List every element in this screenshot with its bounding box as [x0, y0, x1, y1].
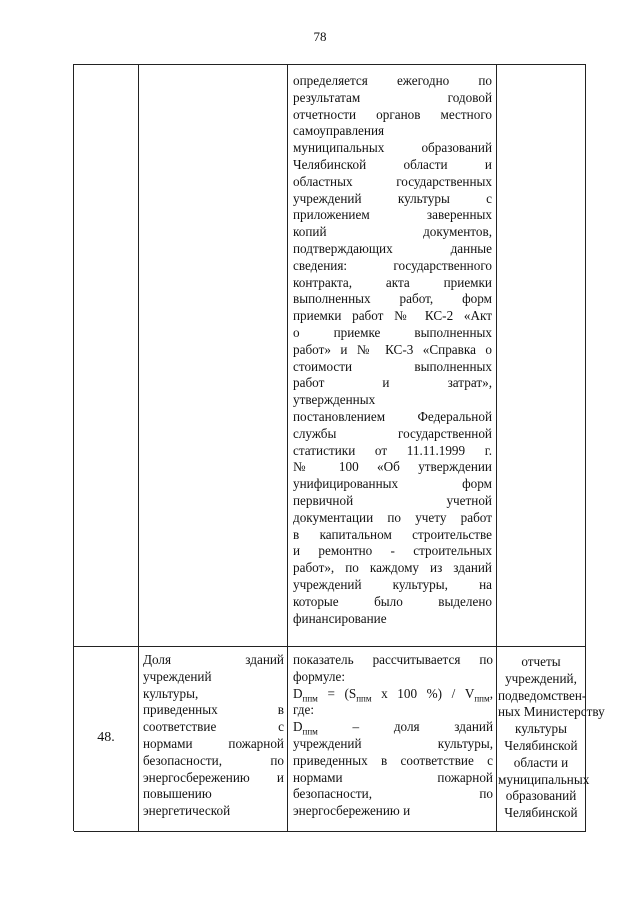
text-line: отчеты [521, 654, 561, 669]
indicator-name-cell [139, 65, 288, 647]
text-line: и ремонтно - строительных [293, 543, 492, 559]
indicator-name-cell [139, 647, 288, 832]
page-number: 78 [313, 29, 327, 44]
indicator-name-text [143, 652, 284, 820]
text-line: финансирование [293, 610, 387, 626]
text-line: работ» и № КС-3 «Справка о [293, 341, 492, 357]
text-line: энергосбережению и [293, 803, 411, 819]
definition-part: – доля зданий [317, 719, 493, 735]
formula-subscript: ппм [302, 726, 318, 737]
text-line: контракта, акта приемки [293, 274, 492, 290]
text-line: статистики от 11.11.1999 г. [293, 442, 492, 458]
text-line: культуры, [143, 685, 199, 701]
data-source-cell [497, 65, 586, 647]
text-line: копий документов, [293, 224, 492, 240]
text-line: Челябинской области и [293, 156, 492, 172]
text-line: постановлением Федеральной [293, 408, 492, 424]
text-line: утвержденных [293, 392, 376, 408]
text-line: нормами пожарной [143, 735, 284, 751]
formula-subscript: ппм [356, 693, 372, 704]
text-line: стоимости выполненных [293, 358, 492, 374]
text-line: приложением заверенных [293, 207, 492, 223]
row-number-cell [74, 65, 139, 647]
indicator-table [73, 64, 605, 831]
text-line: сведения: государственного [293, 257, 492, 273]
text-line: приведенных в [143, 702, 284, 718]
text-line: учреждений культуры с [293, 190, 492, 206]
formula-part: = (S [317, 685, 357, 701]
text-line: Доля зданий [143, 652, 284, 667]
text-line: работ и затрат», [293, 375, 492, 391]
text-line: учреждений культуры, [293, 735, 493, 751]
text-line: образований [505, 788, 577, 804]
calculation-method-text [293, 736, 493, 820]
text-line: соответствие с [143, 719, 284, 735]
definition-line [293, 719, 493, 736]
text-line: учреждений культуры, на [293, 576, 492, 592]
formula-part: , [489, 685, 493, 701]
text-line: первичной учетной [293, 492, 492, 508]
text-line: учреждений, [505, 670, 577, 686]
text-line: безопасности, по [293, 786, 493, 802]
text-line: областных государственных [293, 173, 492, 189]
formula-part: x 100 %) / V [371, 685, 475, 701]
table-row [74, 647, 605, 832]
text-line: результатам годовой [293, 89, 492, 105]
formula [293, 686, 493, 703]
formula-subscript: ппм [302, 693, 318, 704]
data-source-text [498, 654, 605, 822]
method-line: показатель рассчитывается по [293, 652, 493, 667]
formula-subscript: ппм [474, 693, 490, 704]
text-line: службы государственной [293, 425, 492, 441]
text-line: определяется ежегодно по [293, 73, 492, 88]
text-line: выполненных работ, форм [293, 291, 492, 307]
text-line: приемки работ № КС-2 «Акт [293, 308, 492, 324]
method-line: формуле: [293, 668, 345, 684]
row-number-cell [74, 647, 139, 832]
text-line: муниципальных образований [293, 140, 492, 156]
text-line: нормами пожарной [293, 769, 493, 785]
row-number: 48. [97, 729, 115, 745]
text-line: муниципальных [498, 771, 590, 787]
formula-symbol: D [293, 685, 303, 701]
text-line: в капитальном строительстве [293, 526, 492, 542]
text-line: энергетической [143, 803, 231, 819]
text-line: документации по учету работ [293, 509, 492, 525]
table-row [74, 65, 586, 647]
text-line: Челябинской [504, 737, 578, 753]
text-line: унифицированных форм [293, 476, 492, 492]
text-line: № 100 «Об утверждении [293, 459, 492, 475]
text-line: о приемке выполненных [293, 324, 492, 340]
calculation-method-cell [288, 65, 497, 647]
formula-symbol: D [293, 719, 303, 735]
text-line: учреждений [143, 668, 212, 684]
text-line: безопасности, по [143, 752, 284, 768]
text-line: работ», по каждому из зданий [293, 560, 492, 576]
text-line: отчетности органов местного [293, 106, 492, 122]
text-line: подтверждающих данные [293, 240, 492, 256]
text-line: которые было выделено [293, 593, 492, 609]
text-line: ных Министерству [498, 704, 605, 720]
text-line: приведенных в соответствие с [293, 752, 493, 768]
calculation-method-cell [288, 647, 497, 832]
text-line: Челябинской [504, 805, 578, 821]
text-line: культуры [515, 721, 567, 737]
calculation-method-text [293, 73, 492, 627]
text-line: повышению [143, 786, 212, 802]
text-line: области и [513, 754, 569, 770]
data-source-cell [497, 647, 605, 832]
text-line: самоуправления [293, 123, 385, 139]
method-line: где: [293, 702, 314, 718]
text-line: подведомствен- [498, 687, 587, 703]
text-line: энергосбережению и [143, 769, 284, 785]
